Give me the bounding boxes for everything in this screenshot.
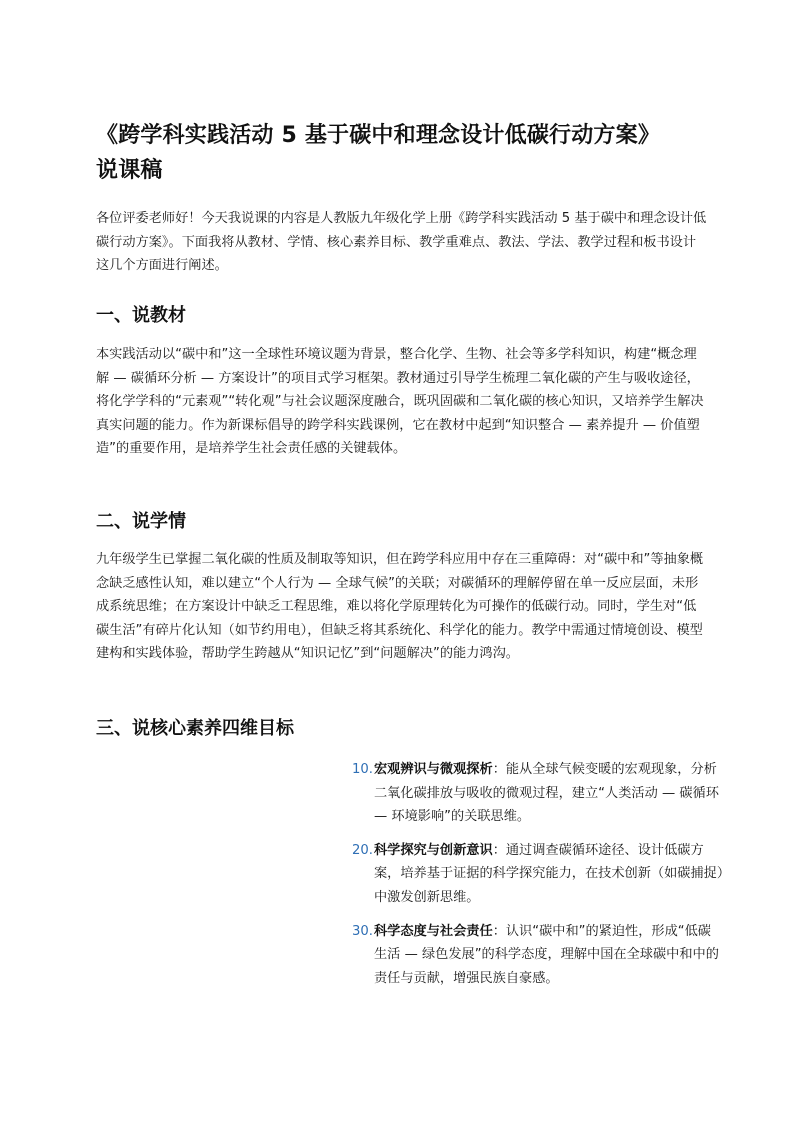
section-heading-students: 二、说学情 [96,511,186,532]
list-item [354,839,724,910]
list-item [354,758,724,829]
intro-paragraph: 各位评委老师好！今天我说课的内容是人教版九年级化学上册《跨学科实践活动 5 基于碳中和理念设计低碳行动方案》。下面我将从教材、学情、核心素养目标、教学重难点、教法、学法、教学过程和板书设计这几个方面进行阐述。 [96,211,707,274]
goal-text: ：能从全球气候变暖的宏观现象，分析二氧化碳排放与吸收的微观过程，建立“人类活动 — 碳循环 — 环境影响”的关联思维。 [374,762,719,825]
title-line-2: 说课稿 [96,158,163,183]
section-heading-goals: 三、说核心素养四维目标 [96,718,294,739]
goal-term: 科学态度与社会责任 [374,923,493,939]
section-heading-textbook: 一、说教材 [96,305,186,326]
goal-text: ：认识“碳中和”的紧迫性，形成“低碳生活 — 绿色发展”的科学态度，理解中国在全球碳中和中的责任与贡献，增强民族自豪感。 [374,923,719,986]
title-line-1: 《跨学科实践活动 5 基于碳中和理念设计低碳行动方案》 [96,123,661,148]
goal-number: 10. [352,762,373,777]
goal-number: 30. [352,923,373,939]
goals-list [354,758,724,1000]
list-item [354,920,724,991]
section-body-students: 九年级学生已掌握二氧化碳的性质及制取等知识，但在跨学科应用中存在三重障碍：对“碳中和”等抽象概念缺乏感性认知，难以建立“个人行为 — 全球气候”的关联；对碳循环的理解停留在单一反应层面，未形成系统思维；在方案设计中缺乏工程思维，难以将化学原理转化为可操作的低碳行动。同时，学生对“低碳生活”有碎片化认知（如节约用电），但缺乏将其系统化、科学化的能力。教学中需通过情境创设、模型建构和实践体验，帮助学生跨越从“知识记忆”到“问题解决”的能力鸿沟。 [96,552,704,662]
goal-term: 科学探究与创新意识 [374,842,493,858]
goal-term: 宏观辨识与微观探析 [374,762,493,777]
goal-number: 20. [352,842,373,858]
document-title [96,118,716,188]
section-body-textbook: 本实践活动以“碳中和”这一全球性环境议题为背景，整合化学、生物、社会等多学科知识，构建“概念理解 — 碳循环分析 — 方案设计”的项目式学习框架。教材通过引导学生梳理二氧化碳的产生与吸收途径，将化学学科的“元素观”“转化观”与社会议题深度融合，既巩固碳和二氧化碳的核心知识，又培养学生解决真实问题的能力。作为新课标倡导的跨学科实践课例，它在教材中起到“知识整合 — 素养提升 — 价值塑造”的重要作用，是培养学生社会责任感的关键载体。 [96,347,704,457]
goal-text: ：通过调查碳循环途径、设计低碳方案，培养基于证据的科学探究能力，在技术创新（如碳捕捉）中激发创新思维。 [374,842,724,905]
